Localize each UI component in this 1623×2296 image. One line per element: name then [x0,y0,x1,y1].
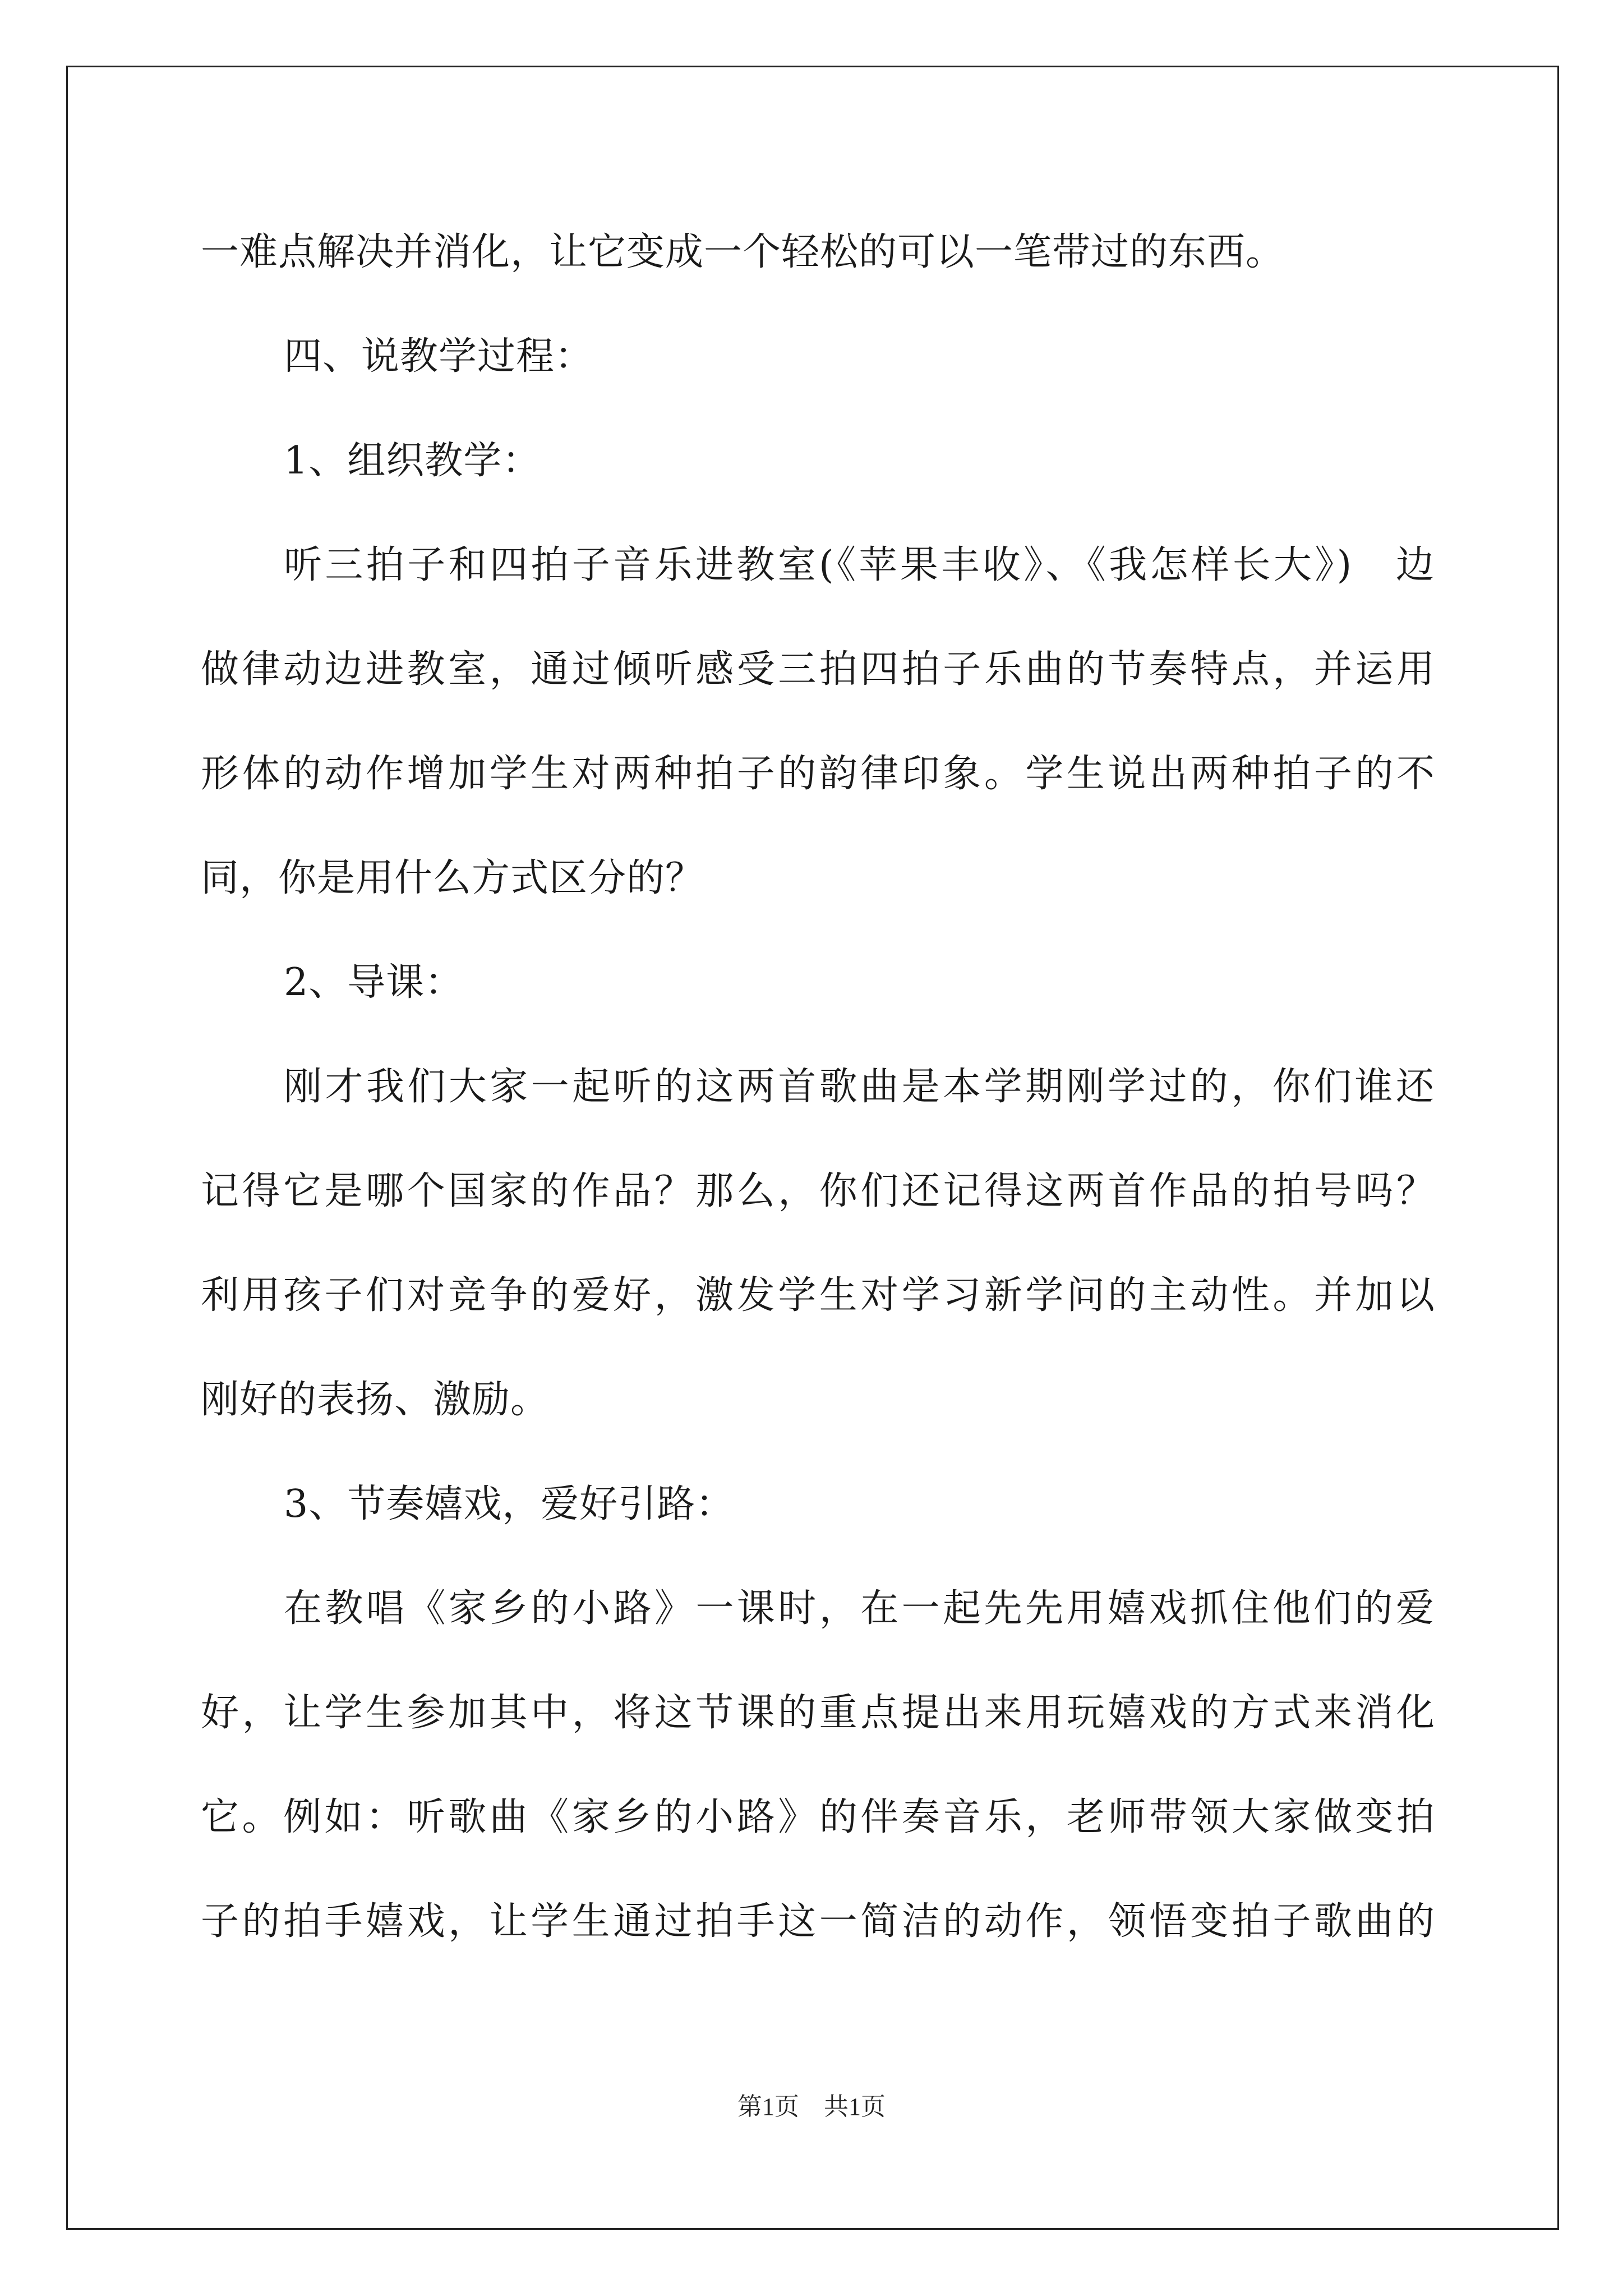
paragraph-line: 记得它是哪个国家的作品？那么，你们还记得这两首作品的拍号吗？ [201,1169,1435,1213]
subsection-heading: 1、组织教学： [284,439,541,483]
paragraph-line: 刚好的表扬、激励。 [201,1378,550,1422]
text-line: 一难点解决并消化，让它变成一个轻松的可以一笔带过的东西。 [201,230,1285,274]
paragraph-line: 刚才我们大家一起听的这两首歌曲是本学期刚学过的，你们谁还 [284,1065,1435,1109]
paragraph-line: 好，让学生参加其中，将这节课的重点提出来用玩嬉戏的方式来消化 [201,1691,1435,1735]
paragraph-line: 形体的动作增加学生对两种拍子的韵律印象。学生说出两种拍子的不 [201,752,1435,796]
page-number: 第1页 共1页 [737,2093,886,2120]
paragraph-line: 它。例如：听歌曲《家乡的小路》的伴奏音乐，老师带领大家做变拍 [201,1795,1435,1839]
paragraph-line: 在教唱《家乡的小路》一课时，在一起先先用嬉戏抓住他们的爱 [284,1586,1435,1631]
paragraph-line: 同，你是用什么方式区分的？ [201,856,704,900]
paragraph-line: 利用孩子们对竞争的爱好，激发学生对学习新学问的主动性。并加以 [201,1273,1435,1318]
section-heading: 四、说教学过程： [284,334,594,379]
paragraph-line: 听三拍子和四拍子音乐进教室(《苹果丰收》、《我怎样长大》) 边 [284,543,1435,587]
subsection-heading: 2、导课： [284,960,464,1005]
subsection-heading: 3、节奏嬉戏，爱好引路： [284,1482,735,1526]
paragraph-line: 做律动边进教室，通过倾听感受三拍四拍子乐曲的节奏特点，并运用 [201,647,1435,692]
paragraph-line: 子的拍手嬉戏，让学生通过拍手这一简洁的动作，领悟变拍子歌曲的 [201,1899,1435,1944]
